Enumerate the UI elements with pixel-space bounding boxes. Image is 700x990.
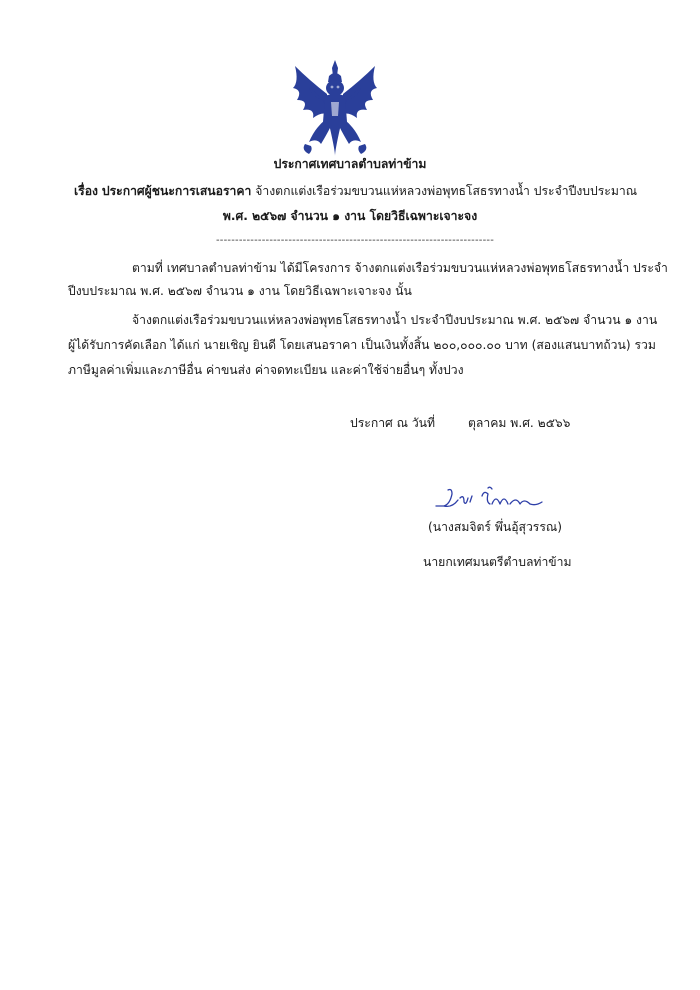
signer-position: นายกเทศมนตรีตำบลท่าข้าม — [423, 555, 572, 569]
subject-heading: ประกาศผู้ชนะการเสนอราคา — [101, 184, 252, 198]
paragraph-1-line-1: ตามที่ เทศบาลตำบลท่าข้าม ได้มีโครงการ จ้างตกแต่งเรือร่วมขบวนแห่หลวงพ่อพุทธโสธรทางน้ำ ประจำ — [132, 261, 668, 275]
subject-label: เรื่อง — [74, 184, 98, 198]
page-title: ประกาศเทศบาลตำบลท่าข้าม — [273, 157, 427, 171]
signer-name: (นางสมจิตร์ พึ่นอุ้สุวรรณ) — [428, 520, 562, 534]
subject-line — [74, 182, 637, 200]
subject-text: จ้างตกแต่งเรือร่วมขบวนแห่หลวงพ่อพุทธโสธรทางน้ำ ประจำปีงบประมาณ — [255, 184, 638, 198]
paragraph-2-line-3: ภาษีมูลค่าเพิ่มและภาษีอื่น ค่าขนส่ง ค่าจดทะเบียน และค่าใช้จ่ายอื่นๆ ทั้งปวง — [68, 363, 464, 377]
garuda-emblem-icon — [287, 58, 383, 158]
paragraph-2-line-1: จ้างตกแต่งเรือร่วมขบวนแห่หลวงพ่อพุทธโสธรทางน้ำ ประจำปีงบประมาณ พ.ศ. ๒๕๖๗ จำนวน ๑ งาน — [132, 313, 658, 327]
handwritten-signature — [430, 484, 550, 514]
paragraph-1-line-2: ปีงบประมาณ พ.ศ. ๒๕๖๗ จำนวน ๑ งาน โดยวิธีเฉพาะเจาะจง นั้น — [68, 284, 412, 298]
separator-line: ------------------------------------------------------------------------- — [216, 235, 495, 246]
paragraph-2-line-2: ผู้ได้รับการคัดเลือก ได้แก่ นายเชิญ ยินดี โดยเสนอราคา เป็นเงินทั้งสิ้น ๒๐๐,๐๐๐.๐๐ บาท (สองแสนบาทถ้วน) รวม — [68, 338, 656, 352]
subject-line-2: พ.ศ. ๒๕๖๗ จำนวน ๑ งาน โดยวิธีเฉพาะเจาะจง — [222, 209, 478, 223]
announce-label: ประกาศ ณ วันที่ — [350, 416, 436, 430]
announce-date: ตุลาคม พ.ศ. ๒๕๖๖ — [468, 416, 571, 430]
